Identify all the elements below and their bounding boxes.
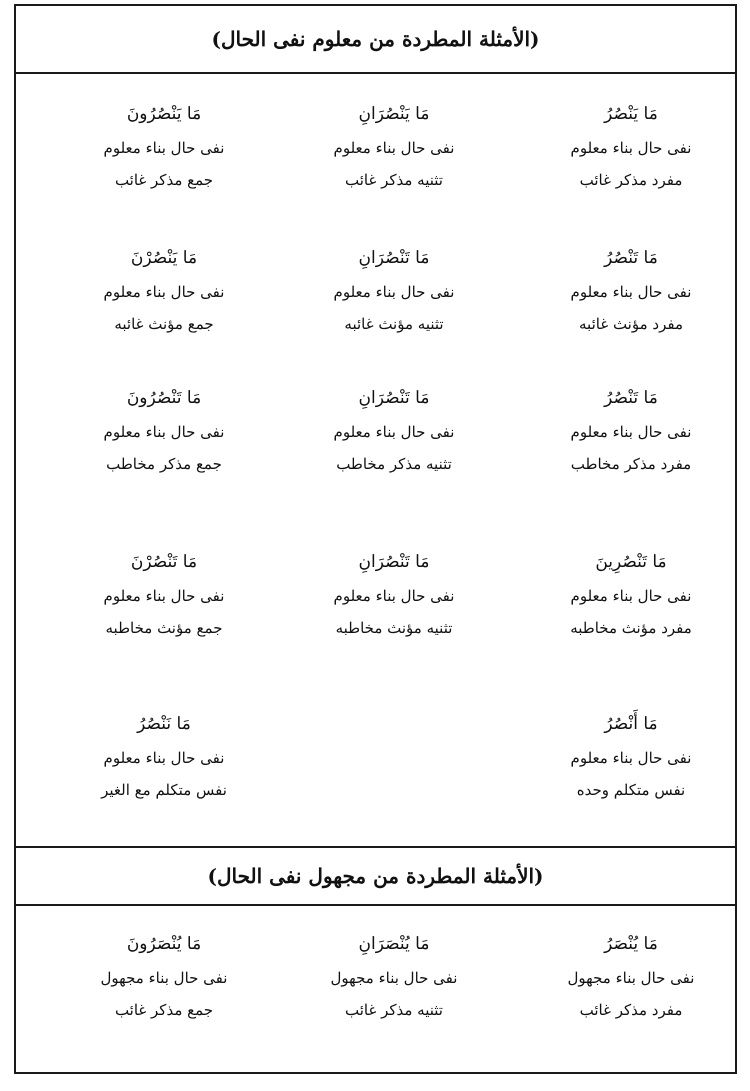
person-description: جمع مؤنث غائبه (114, 315, 214, 333)
tense-description: نفى حال بناء معلوم (103, 283, 225, 301)
verb-form-cell (294, 96, 494, 196)
verb-form: مَا تَنْصُرُ (604, 248, 658, 268)
tense-description: نفى حال بناء معلوم (333, 283, 455, 301)
tense-description: نفى حال بناء مجهول (567, 969, 695, 987)
section-header-passive (16, 846, 735, 906)
verb-form: مَا يُنْصَرُونَ (126, 934, 202, 954)
verb-form-cell (294, 544, 494, 644)
person-description: نفس متكلم مع الغير (101, 781, 227, 799)
example-row (16, 96, 735, 206)
tense-description: نفى حال بناء معلوم (570, 587, 692, 605)
verb-form: مَا تَنْصُرِينَ (595, 552, 667, 572)
verb-form-cell (531, 240, 731, 340)
verb-form-cell (531, 926, 731, 1026)
person-description: مفرد مذكر غائب (579, 171, 683, 189)
person-description: جمع مؤنث مخاطبه (105, 619, 223, 637)
tense-description: نفى حال بناء مجهول (330, 969, 458, 987)
verb-form: مَا تَنْصُرَانِ (358, 248, 430, 268)
verb-form-cell (294, 380, 494, 480)
tense-description: نفى حال بناء معلوم (103, 587, 225, 605)
person-description: تثنيه مذكر غائب (345, 1001, 443, 1019)
verb-form: مَا يُنْصَرُ (604, 934, 658, 954)
verb-form: مَا يَنْصُرُونَ (126, 104, 202, 124)
verb-form: مَا تَنْصُرْنَ (130, 552, 198, 572)
verb-form: مَا تَنْصُرُ (604, 388, 658, 408)
person-description: مفرد مذكر مخاطب (570, 455, 692, 473)
verb-form: مَا يَنْصُرْنَ (130, 248, 198, 268)
tense-description: نفى حال بناء معلوم (570, 423, 692, 441)
section-header-active (16, 6, 735, 74)
person-description: تثنيه مذكر غائب (345, 171, 443, 189)
person-description: مفرد مؤنث مخاطبه (570, 619, 692, 637)
verb-form-cell (64, 96, 264, 196)
verb-form: مَا يَنْصُرَانِ (358, 104, 430, 124)
tense-description: نفى حال بناء معلوم (333, 139, 455, 157)
section-title: (الأمثلة المطردة من مجهول نفى الحال) (207, 864, 544, 888)
verb-form: مَا تَنْصُرُونَ (126, 388, 202, 408)
example-row (16, 380, 735, 490)
verb-form-cell (64, 380, 264, 480)
section-body-passive (16, 906, 735, 1070)
person-description: تثنيه مؤنث مخاطبه (335, 619, 453, 637)
verb-form: مَا يُنْصَرَانِ (358, 934, 430, 954)
verb-form-cell (64, 240, 264, 340)
verb-form-cell (64, 706, 264, 806)
verb-form: مَا تَنْصُرَانِ (358, 388, 430, 408)
person-description: جمع مذكر مخاطب (106, 455, 222, 473)
tense-description: نفى حال بناء معلوم (103, 749, 225, 767)
verb-form-cell (531, 96, 731, 196)
person-description: مفرد مؤنث غائبه (579, 315, 683, 333)
person-description: تثنيه مؤنث غائبه (344, 315, 444, 333)
tense-description: نفى حال بناء معلوم (333, 423, 455, 441)
verb-form-cell (531, 380, 731, 480)
example-row (16, 544, 735, 654)
person-description: نفس متكلم وحده (576, 781, 686, 799)
tense-description: نفى حال بناء معلوم (570, 283, 692, 301)
verb-form-cell (294, 926, 494, 1026)
example-row (16, 926, 735, 1036)
example-row (16, 706, 735, 816)
person-description: جمع مذكر غائب (114, 171, 214, 189)
verb-form: مَا تَنْصُرَانِ (358, 552, 430, 572)
verb-form-cell (64, 926, 264, 1026)
verb-form-cell (531, 544, 731, 644)
tense-description: نفى حال بناء معلوم (333, 587, 455, 605)
document-page (14, 4, 737, 1074)
tense-description: نفى حال بناء معلوم (570, 139, 692, 157)
section-body-active (16, 74, 735, 846)
tense-description: نفى حال بناء معلوم (103, 423, 225, 441)
verb-form-cell (294, 240, 494, 340)
example-row (16, 240, 735, 350)
person-description: مفرد مذكر غائب (579, 1001, 683, 1019)
verb-form: مَا نَنْصُرُ (137, 714, 191, 734)
verb-form-cell (531, 706, 731, 806)
tense-description: نفى حال بناء مجهول (100, 969, 228, 987)
person-description: تثنيه مذكر مخاطب (336, 455, 452, 473)
section-title: (الأمثلة المطردة من معلوم نفى الحال) (211, 27, 540, 51)
tense-description: نفى حال بناء معلوم (103, 139, 225, 157)
tense-description: نفى حال بناء معلوم (570, 749, 692, 767)
verb-form: مَا يَنْصُرُ (604, 104, 658, 124)
verb-form: مَا أَنْصُرُ (604, 714, 658, 734)
person-description: جمع مذكر غائب (114, 1001, 214, 1019)
verb-form-cell (64, 544, 264, 644)
